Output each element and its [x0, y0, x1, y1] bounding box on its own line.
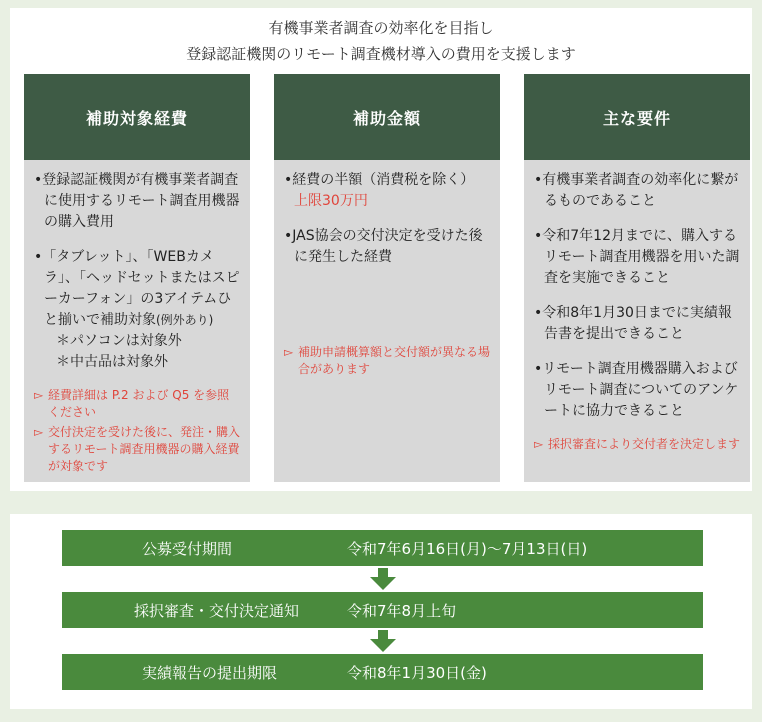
list-item: •令和7年12月までに、購入するリモート調査用機器を用いた調査を実施できること [534, 228, 740, 286]
list-item: •有機事業者調査の効率化に繋がるものであること [534, 172, 739, 209]
note-text: 採択審査により交付者を決定します [548, 437, 741, 451]
column-eligible-expenses [24, 74, 250, 482]
schedule-step-review [62, 592, 703, 628]
column-title: 補助金額 [274, 74, 500, 160]
down-arrow-icon [370, 630, 396, 652]
intro-line-1: 有機事業者調査の効率化を目指し [268, 19, 494, 37]
note [34, 387, 240, 421]
note-text: 補助申請概算額と交付額が異なる場合があります [298, 345, 491, 376]
column-title: 主な要件 [524, 74, 750, 160]
note [34, 424, 240, 475]
list-item: •リモート調査用機器購入およびリモート調査についてのアンケートに協力できること [534, 361, 739, 419]
schedule-step-application [62, 530, 703, 566]
column-requirements [524, 74, 750, 482]
item-text: •「タブレット」、「WEBカメラ」、「ヘッドセットまたはスピーカーフォン」の3アイテムひと揃いで補助対象 [34, 249, 240, 328]
step-label: 採択審査・交付決定通知 [134, 601, 300, 620]
item-sub-pc: ＊パソコンは対象外 [56, 333, 182, 349]
item-text: •経費の半額（消費税を除く） [284, 172, 475, 188]
schedule-step-report-deadline [62, 654, 703, 690]
list-item: •JAS協会の交付決定を受けた後に発生した経費 [284, 228, 483, 265]
list-item [34, 247, 240, 373]
support-overview-panel [10, 8, 752, 491]
upper-limit-text: 上限30万円 [294, 193, 368, 209]
step-date: 令和8年1月30日(金) [347, 663, 487, 682]
step-date: 令和7年8月上旬 [347, 601, 457, 620]
note-text: 交付決定を受けた後に、発注・購入するリモート調査用機器の購入経費が対象です [48, 425, 241, 473]
column-body [524, 160, 750, 482]
triangle-marker-icon: ▻ [34, 388, 44, 402]
list-item [284, 170, 490, 212]
list-item: •令和8年1月30日までに実績報告書を提出できること [534, 305, 732, 342]
step-label: 実績報告の提出期限 [142, 663, 278, 682]
column-title: 補助対象経費 [24, 74, 250, 160]
list-item: •登録認証機関が有機事業者調査に使用するリモート調査用機器の購入費用 [34, 172, 240, 230]
down-arrow-icon [370, 568, 396, 590]
column-subsidy-amount [274, 74, 500, 482]
step-date: 令和7年6月16日(月)～7月13日(日) [347, 539, 588, 558]
step-label: 公募受付期間 [142, 539, 233, 558]
column-body [24, 160, 250, 482]
note [284, 344, 490, 378]
item-sub-used: ＊中古品は対象外 [56, 354, 168, 370]
note [534, 436, 740, 453]
note-text: 経費詳細は P.2 および Q5 を参照ください [48, 388, 230, 419]
triangle-marker-icon: ▻ [284, 345, 294, 359]
schedule-panel [10, 514, 752, 709]
triangle-marker-icon: ▻ [534, 437, 544, 451]
column-body [274, 160, 500, 482]
item-exception: (例外あり) [156, 313, 214, 327]
triangle-marker-icon: ▻ [34, 425, 44, 439]
intro-line-2: 登録認証機関のリモート調査機材導入の費用を支援します [186, 45, 576, 63]
